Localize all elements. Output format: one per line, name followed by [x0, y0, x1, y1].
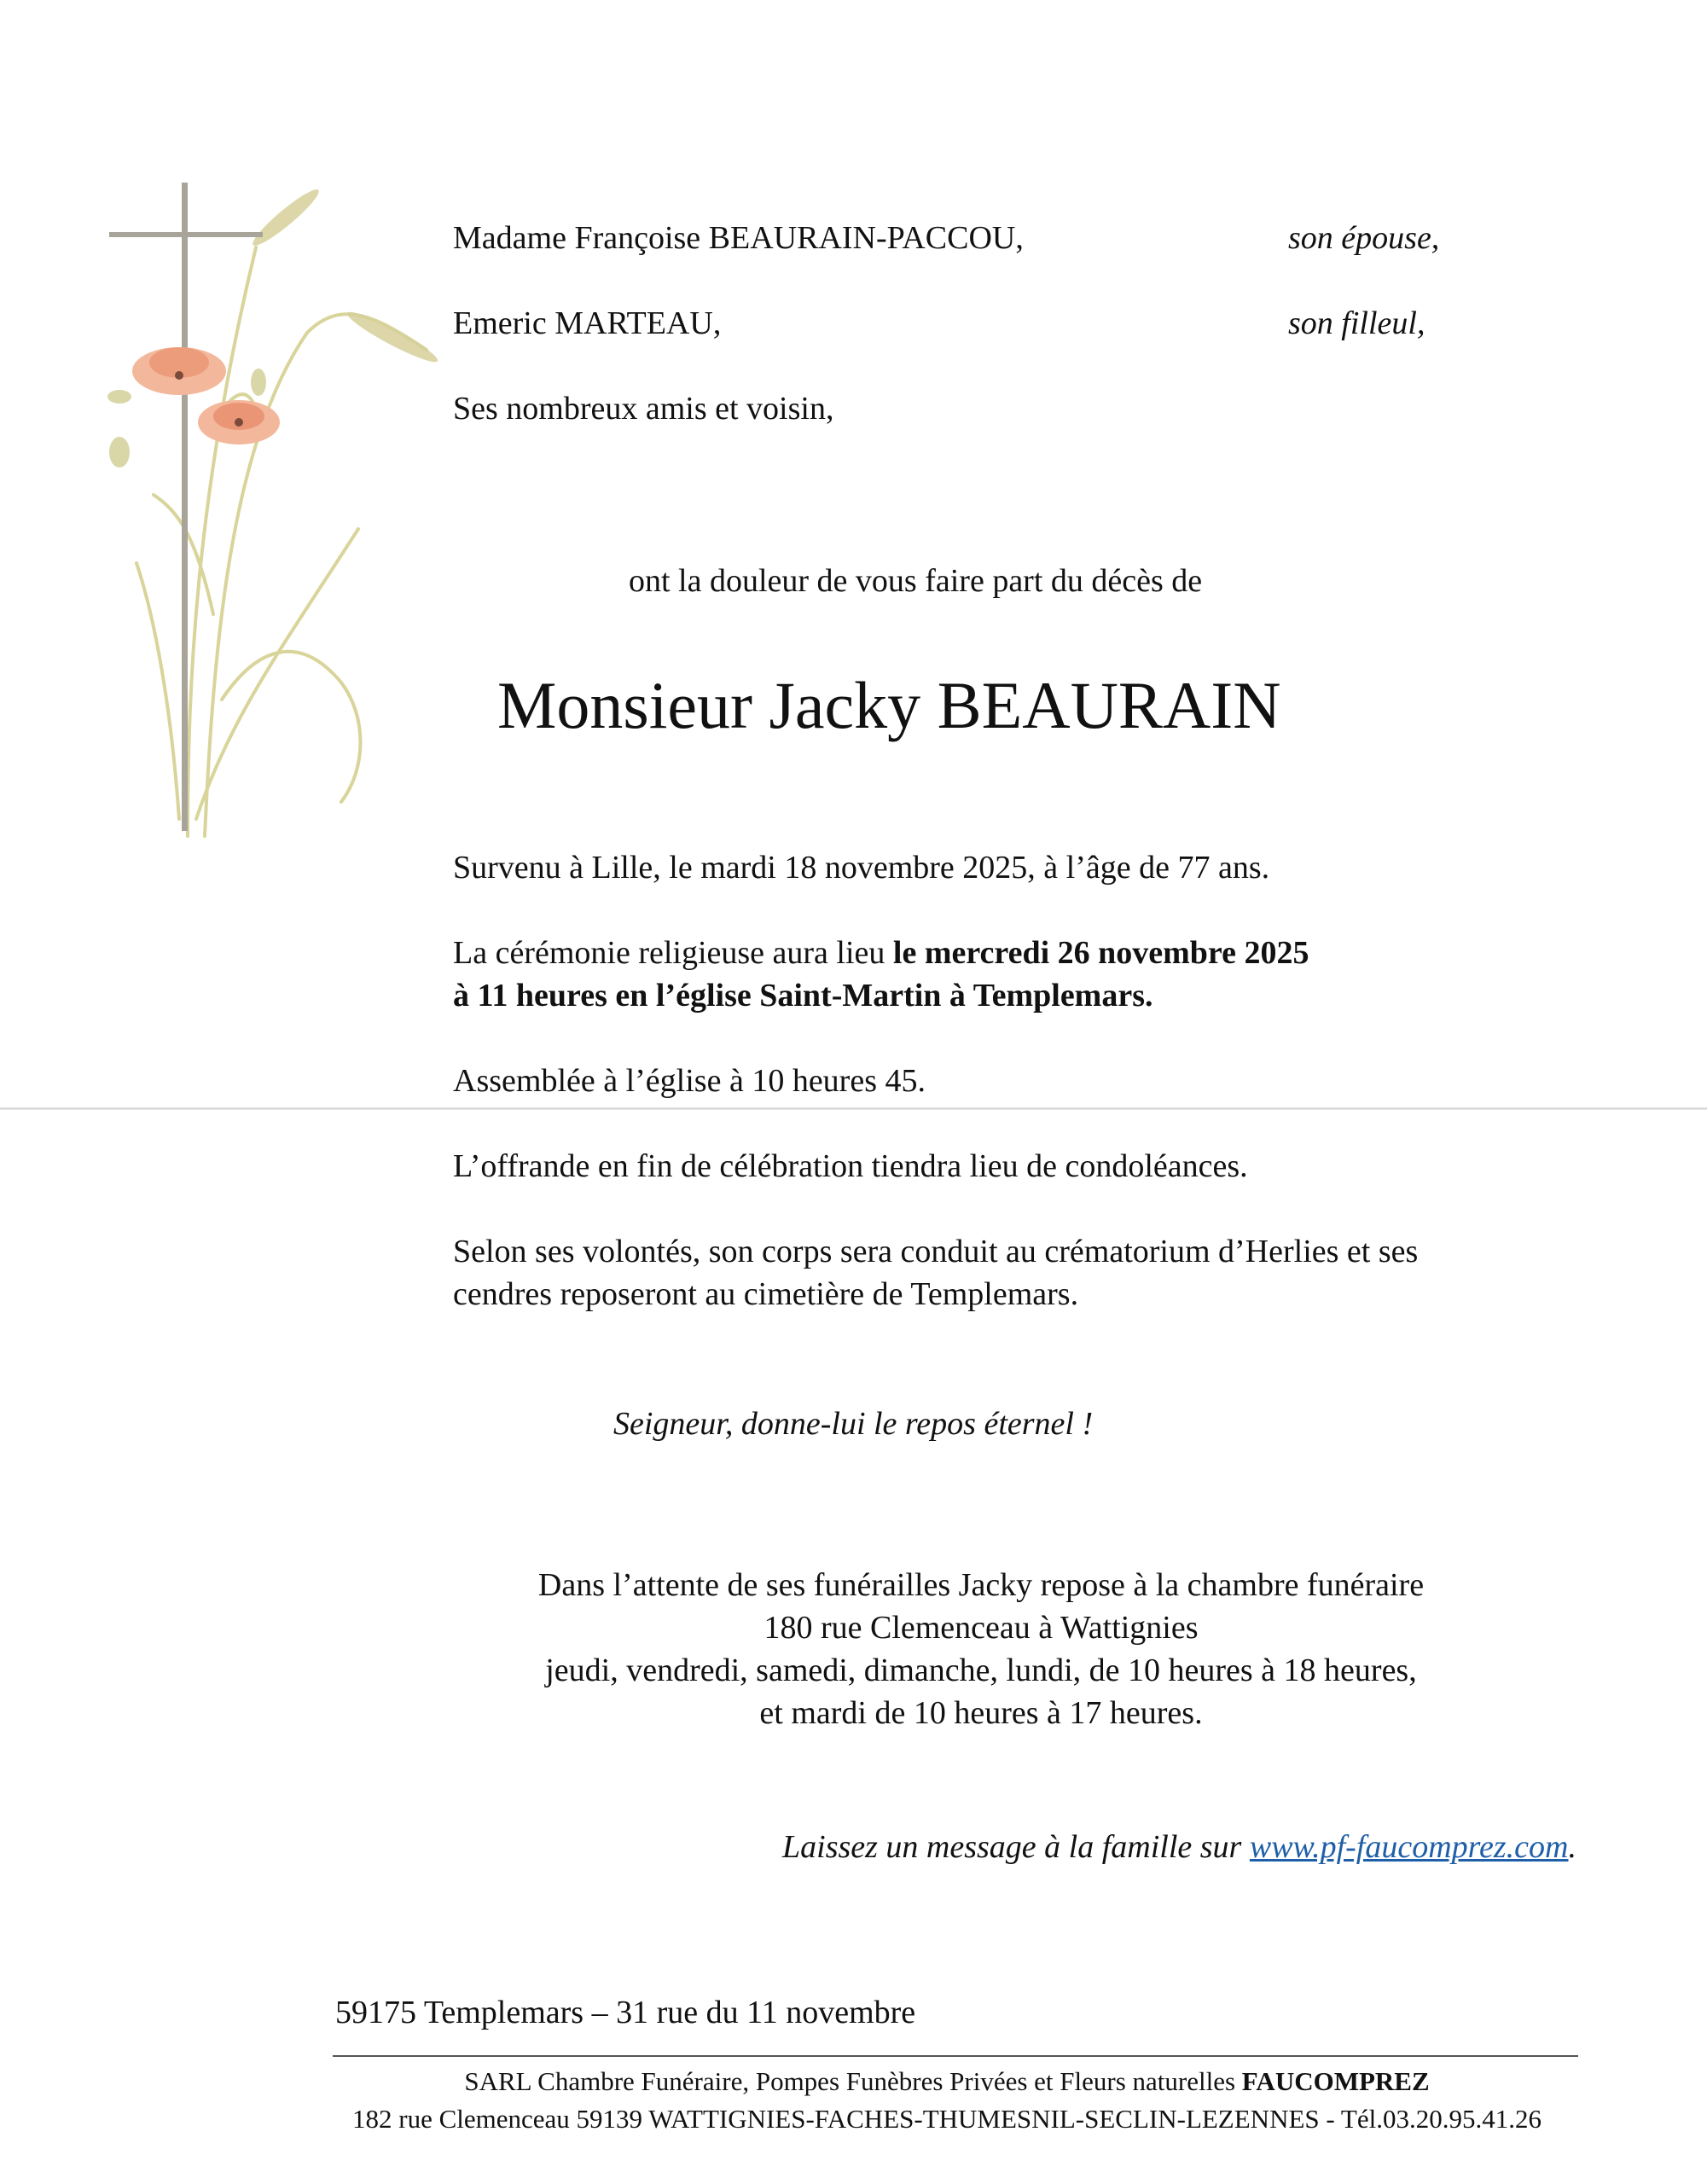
- ceremony-line-1: [453, 937, 1309, 969]
- ceremony-line-2: à 11 heures en l’église Saint-Martin à Templemars.: [453, 978, 1153, 1014]
- prayer-text: Seigneur, donne-lui le repos éternel !: [613, 1406, 1094, 1442]
- family-member-name: Madame Françoise BEAURAIN-PACCOU,: [453, 220, 1024, 256]
- offering-text: L’offrande en fin de célébration tiendra lieu de condoléances.: [453, 1148, 1248, 1184]
- assembly-text: Assemblée à l’église à 10 heures 45.: [453, 1063, 926, 1099]
- deceased-name: Monsieur Jacky BEAURAIN: [497, 668, 1281, 742]
- family-address: 59175 Templemars – 31 rue du 11 novembre: [335, 1995, 916, 2030]
- ceremony-intro: La cérémonie religieuse aura lieu: [453, 935, 893, 971]
- message-text: Laissez un message à la famille sur: [782, 1829, 1250, 1865]
- paper-fold-line: [0, 1107, 1707, 1110]
- message-suffix: .: [1568, 1829, 1576, 1865]
- footer-line-2: 182 rue Clemenceau 59139 WATTIGNIES-FACHES-THUMESNIL-SECLIN-LEZENNES - Tél.03.20.95.41.26: [352, 2104, 1542, 2134]
- cremation-line-1: Selon ses volontés, son corps sera conduit au crématorium d’Herlies et ses: [453, 1234, 1419, 1269]
- family-member-relation: son épouse,: [1288, 220, 1440, 256]
- footer-line-1: [256, 2063, 1638, 2100]
- cross-poppy-illustration: [85, 171, 478, 853]
- visitation-block: [367, 1564, 1595, 1734]
- visitation-line: et mardi de 10 heures à 17 heures.: [759, 1695, 1203, 1731]
- footer-divider: [333, 2055, 1578, 2057]
- footer-company-text: SARL Chambre Funéraire, Pompes Funèbres Privées et Fleurs naturelles: [464, 2066, 1242, 2096]
- announcement-text: ont la douleur de vous faire part du décès de: [629, 563, 1203, 599]
- website-link[interactable]: www.pf-faucomprez.com: [1249, 1829, 1569, 1865]
- death-info: Survenu à Lille, le mardi 18 novembre 2025, à l’âge de 77 ans.: [453, 850, 1270, 886]
- poppy-flowers: [132, 347, 280, 444]
- visitation-line: Dans l’attente de ses funérailles Jacky repose à la chambre funéraire: [537, 1567, 1425, 1603]
- wheat-ears: [248, 184, 441, 368]
- ceremony-date: le mercredi 26 novembre 2025: [892, 935, 1309, 971]
- visitation-line: 180 rue Clemenceau à Wattignies: [764, 1610, 1199, 1646]
- family-member-relation: son filleul,: [1288, 305, 1425, 341]
- funeral-home-footer: [256, 2063, 1638, 2138]
- cremation-line-2: cendres reposeront au cimetière de Templemars.: [453, 1276, 1079, 1312]
- footer-company-name: FAUCOMPREZ: [1241, 2066, 1430, 2096]
- message-line: [782, 1831, 1576, 1863]
- family-member-name: Emeric MARTEAU,: [453, 305, 722, 341]
- family-member-name: Ses nombreux amis et voisin,: [453, 391, 834, 427]
- visitation-line: jeudi, vendredi, samedi, dimanche, lundi, de 10 heures à 18 heures,: [545, 1653, 1417, 1688]
